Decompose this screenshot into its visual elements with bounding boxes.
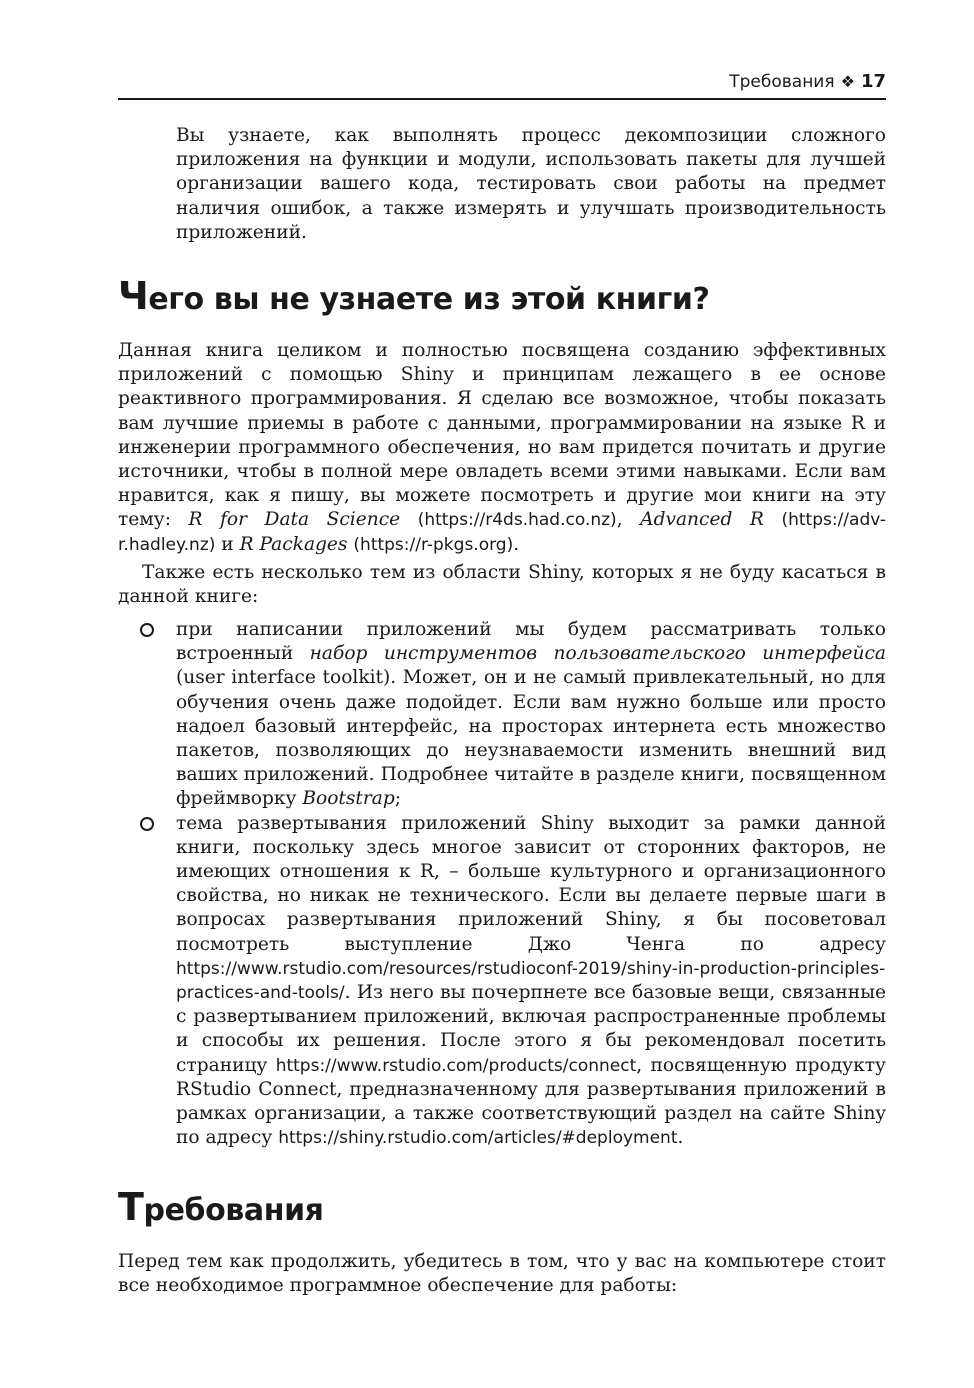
paragraph-not-covered: Данная книга целиком и полностью посвящена созданию эффективных приложений с помощью Shiny и принципам лежащего в ее основе реактивного программирования. Я сделаю все возможное, чтобы показать вам лучшие приемы в работе с данными, программировании на языке R и инженерии программного обеспечения, но вам придется почитать и другие источники, чтобы в полной мере овладеть всеми этими навыками. Если вам нравится, как я пишу, вы можете посмотреть и другие мои книги на эту тему: R for Data Science (https://r4ds.had.co.nz), Advanced R (https://adv-r.hadley.nz) и R Packages (https://r-pkgs.org).	[118, 340, 886, 555]
intro-paragraph: Вы узнаете, как выполнять процесс декомпозиции сложного приложения на функции и модули, использовать пакеты для лучшей организации вашего кода, тестировать свои работы на предмет наличия ошибок, а также измерять и улучшать производительность приложений.	[176, 125, 886, 243]
paragraph-topics-intro: Также есть несколько тем из области Shiny, которых я не буду касаться в данной книге:	[118, 562, 886, 608]
section-heading-requirements: Требования	[118, 1185, 324, 1229]
section-heading-not-covered: Чего вы не узнаете из этой книги?	[118, 274, 710, 318]
link-advanced-r[interactable]: (https://adv-r.hadley.nz)	[118, 510, 886, 555]
running-header-section: Требования	[729, 72, 835, 92]
page-number: 17	[860, 71, 886, 92]
header-rule	[118, 98, 886, 100]
book-page	[118, 0, 886, 1388]
link-shiny-deployment[interactable]: https://shiny.rstudio.com/articles/#deployment	[278, 1128, 678, 1149]
list-item: тема развертывания приложений Shiny выходит за рамки данной книги, поскольку здесь многое зависит от сторонних факторов, не имеющих отношения к R, – больше культурного и организационного свойства, но никак не технического. Если вы делаете первые шаги в вопросах развертывания приложений Shiny, я бы посоветовал посмотреть выступление Джо Ченга по адресу https://www.rstudio.com/resources/rstudioconf-2019/shiny-in-production-principles-practices-and-tools/. Из него вы почерпнете все базовые вещи, связанные с развертыванием приложений, включая распространенные проблемы и способы их решения. После этого я бы рекомендовал посетить страницу https://www.rstudio.com/products/connect, посвященную продукту RStudio Connect, предназначенному для развертывания приложений в рамках организации, а также соответствующий раздел на сайте Shiny по адресу https://shiny.rstudio.com/articles/#deployment.	[118, 812, 886, 1151]
link-rstudioconf-talk[interactable]: https://www.rstudio.com/resources/rstudioconf-2019/shiny-in-production-principles-practices-and-tools/	[176, 958, 886, 1004]
bullet-list	[118, 618, 886, 1150]
circle-bullet-icon	[140, 817, 154, 831]
link-rstudio-connect[interactable]: https://www.rstudio.com/products/connect	[275, 1055, 637, 1076]
book-title-r-packages: R Packages	[239, 533, 348, 555]
diamond-separator-icon: ❖	[840, 72, 855, 91]
book-title-advanced-r: Advanced R	[640, 509, 764, 531]
circle-bullet-icon	[140, 623, 154, 637]
link-r4ds[interactable]: (https://r4ds.had.co.nz)	[417, 510, 617, 531]
book-title-r4ds: R for Data Science	[188, 509, 401, 531]
paragraph-requirements: Перед тем как продолжить, убедитесь в том, что у вас на компьютере стоит все необходимое программное обеспечение для работы:	[118, 1251, 886, 1297]
list-item: при написании приложений мы будем рассматривать только встроенный набор инструментов пользовательского интерфейса (user interface toolkit). Может, он и не самый привлекательный, но для обучения очень даже подойдет. Если вам нужно больше или просто надоел базовый интерфейс, на просторах интернета есть множество пакетов, позволяющих до неузнаваемости изменить внешний вид ваших приложений. Подробнее читайте в разделе книги, посвященном фреймворку Bootstrap;	[118, 618, 886, 812]
running-header	[118, 68, 886, 96]
link-r-packages[interactable]: (https://r-pkgs.org)	[353, 534, 514, 555]
